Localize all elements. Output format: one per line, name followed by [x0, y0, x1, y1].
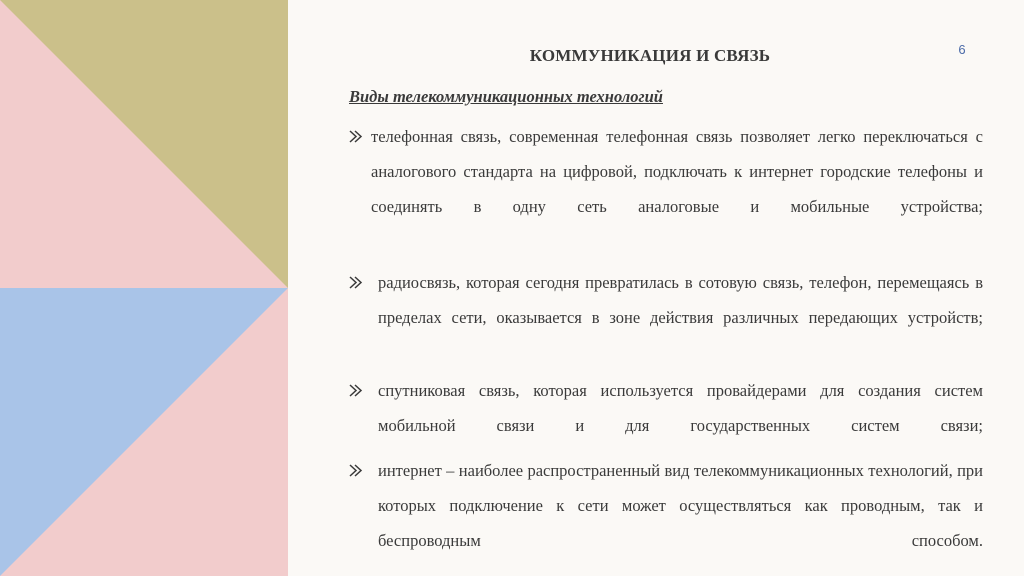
bullet-text: телефонная связь, современная телефонная связь позволяет легко переключаться с аналогового стандарта на цифровой, подключать к интернет городские телефоны и соединять в одну сеть аналоговые и мобильные устройства;: [371, 127, 983, 216]
bullet-text: спутниковая связь, которая используется провайдерами для создания систем мобильной связи и для государственных систем связи;: [378, 381, 983, 435]
slide-subtitle: Виды телекоммуникационных технологий: [349, 87, 663, 106]
arrow-bullet-icon: [349, 265, 363, 300]
arrow-bullet-icon: [349, 373, 363, 408]
slide-title: КОММУНИКАЦИЯ И СВЯЗЬ: [529, 46, 771, 65]
bullet-text: интернет – наиболее распространенный вид телекоммуникационных технологий, при которых подключение к сети может осуществляться как проводным, так и беспроводным способом.: [378, 461, 983, 550]
bullet-item: [349, 453, 983, 558]
arrow-bullet-icon: [349, 453, 363, 488]
bullet-item: [349, 265, 983, 370]
bullet-item: [349, 373, 983, 443]
bullet-text: радиосвязь, которая сегодня превратилась в сотовую связь, телефон, перемещаясь в пределах сети, оказывается в зоне действия различных передающих устройств;: [378, 273, 983, 327]
page-number: 6: [958, 42, 966, 57]
decorative-triangles: [0, 0, 288, 576]
arrow-bullet-icon: [349, 119, 363, 154]
bullet-item: [349, 119, 983, 259]
